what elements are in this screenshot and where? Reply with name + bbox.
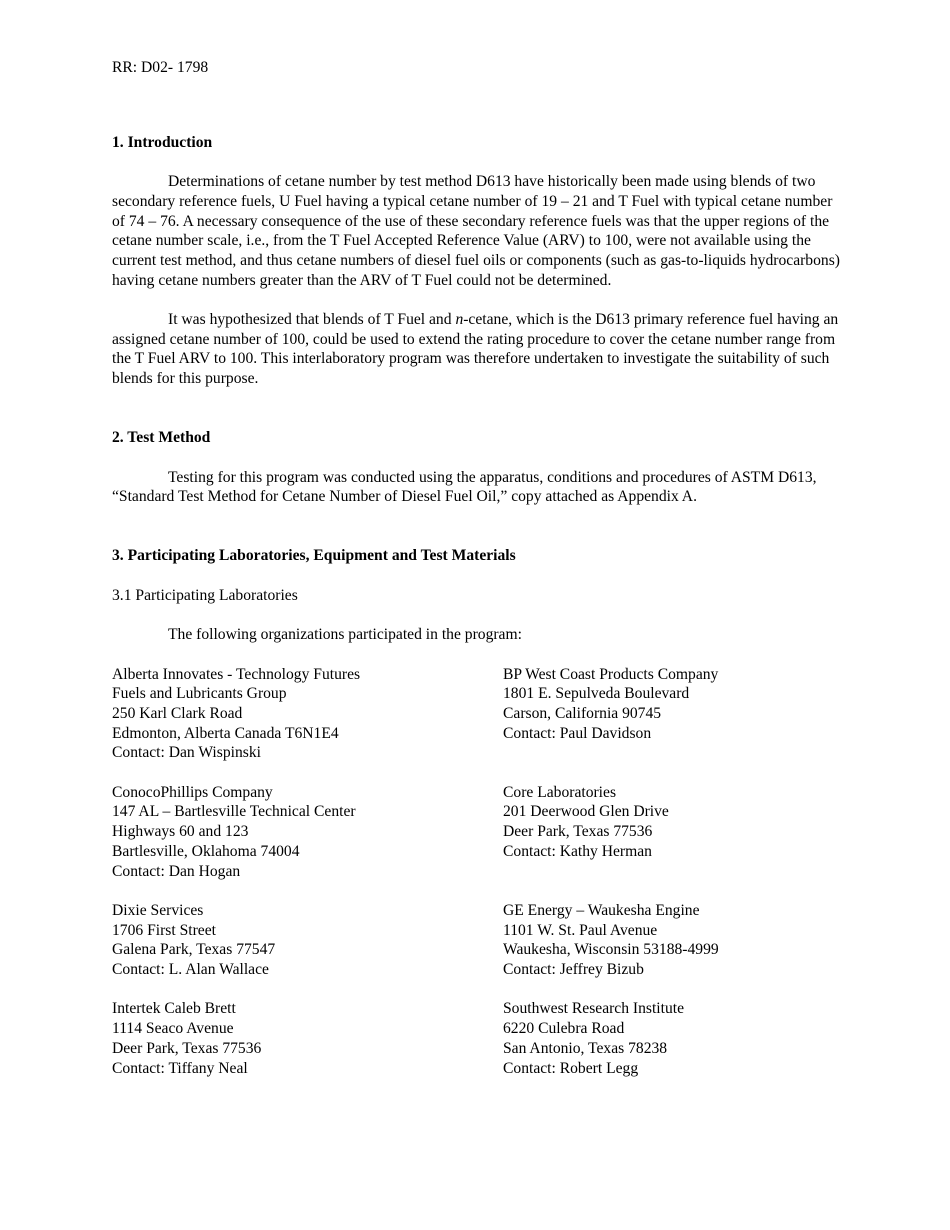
- org-line: GE Energy – Waukesha Engine: [503, 901, 700, 919]
- intro-p2-text-a: It was hypothesized that blends of T Fuel and: [168, 311, 456, 328]
- report-reference: RR: D02- 1798: [112, 59, 209, 76]
- section-heading-introduction: 1. Introduction: [112, 133, 213, 151]
- intro-p2-italic: n: [455, 311, 464, 328]
- org-line: Alberta Innovates - Technology Futures: [112, 665, 361, 683]
- org-line: Contact: Dan Hogan: [112, 862, 241, 880]
- org-intertek: [112, 999, 503, 1078]
- org-conocophillips: [112, 783, 503, 882]
- org-line: Core Laboratories: [503, 783, 617, 801]
- intro-paragraph-1: Determinations of cetane number by test method D613 have historically been made using blends of two secondary reference fuels, U Fuel having a typical cetane number of 19 – 21 and T Fuel with typical cetane number of 74 – 76. A necessary consequence of the use of these secondary reference fuels was that the upper regions of the cetane number scale, i.e., from the T Fuel Accepted Reference Value (ARV) to 100, were not available using the current test method, and thus cetane numbers of diesel fuel oils or components (such as gas-to-liquids hydrocarbons) having cetane numbers greater than the ARV of T Fuel could not be determined.: [112, 173, 840, 289]
- org-line: BP West Coast Products Company: [503, 665, 719, 683]
- org-line: Galena Park, Texas 77547: [112, 941, 276, 959]
- subsection-heading-labs: 3.1 Participating Laboratories: [112, 586, 298, 604]
- org-line: Edmonton, Alberta Canada T6N1E4: [112, 724, 339, 742]
- org-line: Carson, California 90745: [503, 704, 662, 722]
- org-line: San Antonio, Texas 78238: [503, 1039, 668, 1057]
- org-line: 1101 W. St. Paul Avenue: [503, 921, 658, 939]
- org-line: 250 Karl Clark Road: [112, 704, 243, 722]
- org-line: Contact: L. Alan Wallace: [112, 961, 269, 979]
- org-line: Contact: Paul Davidson: [503, 724, 652, 742]
- org-line: 1706 First Street: [112, 921, 216, 939]
- org-core-laboratories: [503, 783, 842, 882]
- org-line: Southwest Research Institute: [503, 1000, 685, 1018]
- method-paragraph: Testing for this program was conducted using the apparatus, conditions and procedures of ASTM D613, “Standard Test Method for Cetane Number of Diesel Fuel Oil,” copy attached as Appendix A.: [112, 468, 817, 506]
- org-line: Waukesha, Wisconsin 53188-4999: [503, 941, 719, 959]
- org-bp-west-coast: [503, 665, 842, 764]
- intro-paragraph-2: [112, 310, 842, 389]
- org-line: Highways 60 and 123: [112, 823, 249, 841]
- org-line: Bartlesville, Oklahoma 74004: [112, 842, 300, 860]
- labs-intro: The following organizations participated in the program:: [168, 626, 522, 644]
- org-line: 6220 Culebra Road: [503, 1020, 625, 1038]
- org-alberta-innovates: [112, 665, 503, 764]
- org-line: Contact: Jeffrey Bizub: [503, 961, 644, 979]
- org-line: Contact: Tiffany Neal: [112, 1059, 248, 1077]
- org-line: Fuels and Lubricants Group: [112, 685, 287, 703]
- intro-p2-text-b: -cetane, which is the D613 primary reference fuel having an assigned cetane number of 100, could be used to extend the rating procedure to cover the cetane number range from the T Fuel ARV to 100. This interlaboratory program was therefore undertaken to investigate the suitability of such blends for this purpose.: [112, 311, 839, 388]
- org-line: Intertek Caleb Brett: [112, 1000, 236, 1018]
- org-line: 201 Deerwood Glen Drive: [503, 803, 669, 821]
- org-line: 1801 E. Sepulveda Boulevard: [503, 685, 690, 703]
- org-line: Deer Park, Texas 77536: [503, 823, 653, 841]
- org-line: 147 AL – Bartlesville Technical Center: [112, 803, 356, 821]
- section-heading-test-method: 2. Test Method: [112, 429, 211, 447]
- org-line: Contact: Kathy Herman: [503, 842, 652, 860]
- org-dixie-services: [112, 901, 503, 980]
- org-line: Dixie Services: [112, 901, 204, 919]
- org-ge-energy: [503, 901, 842, 980]
- organization-list: [112, 665, 842, 1079]
- org-line: Deer Park, Texas 77536: [112, 1039, 262, 1057]
- org-line: Contact: Robert Legg: [503, 1059, 639, 1077]
- document-page: [112, 58, 842, 1078]
- org-southwest-research: [503, 999, 842, 1078]
- org-line: 1114 Seaco Avenue: [112, 1020, 234, 1038]
- org-line: ConocoPhillips Company: [112, 783, 273, 801]
- section-heading-labs: 3. Participating Laboratories, Equipment and Test Materials: [112, 547, 516, 565]
- org-line: Contact: Dan Wispinski: [112, 744, 261, 762]
